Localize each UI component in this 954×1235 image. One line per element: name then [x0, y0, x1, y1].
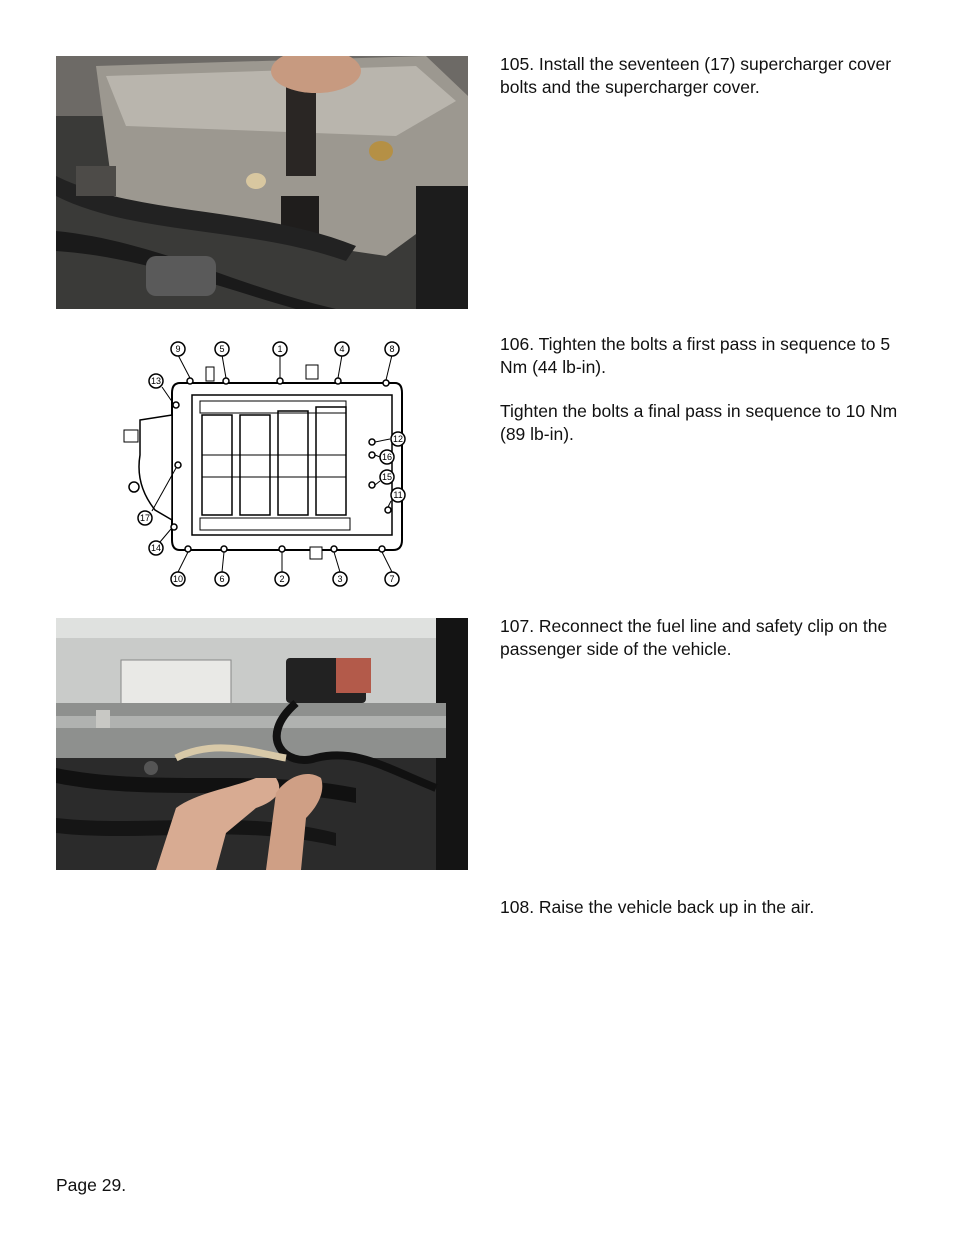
- bolt-label-4: 4: [339, 344, 345, 354]
- bolt-label-8: 8: [389, 344, 395, 354]
- bolt-label-12: 12: [392, 434, 404, 444]
- bolt-label-7: 7: [389, 574, 395, 584]
- step-108-paragraph: 108. Raise the vehicle back up in the air.: [500, 897, 815, 917]
- step-105-paragraph: 105. Install the seventeen (17) supercharger cover bolts and the supercharger cover.: [500, 54, 892, 97]
- step-105-text: [500, 53, 900, 98]
- bolt-label-16: 16: [381, 452, 393, 462]
- bolt-label-2: 2: [279, 574, 285, 584]
- bolt-label-17: 17: [139, 513, 151, 523]
- bolt-label-10: 10: [172, 574, 184, 584]
- bolt-label-15: 15: [381, 472, 393, 482]
- page-number: Page 29.: [56, 1175, 127, 1195]
- step-107-text: [500, 615, 900, 660]
- bolt-label-13: 13: [150, 376, 162, 386]
- bolt-label-1: 1: [277, 344, 283, 354]
- bolt-label-5: 5: [219, 344, 225, 354]
- bolt-label-9: 9: [175, 344, 181, 354]
- step-107-paragraph: 107. Reconnect the fuel line and safety clip on the passenger side of the vehicle.: [500, 616, 888, 659]
- bolt-label-6: 6: [219, 574, 225, 584]
- bolt-label-14: 14: [150, 543, 162, 553]
- photo-step-107: [56, 618, 468, 870]
- step-108-text: [500, 896, 900, 919]
- photo-step-105: [56, 56, 468, 309]
- step-106-paragraph-1: 106. Tighten the bolts a first pass in sequence to 5 Nm (44 lb-in).: [500, 334, 891, 377]
- bolt-label-3: 3: [337, 574, 343, 584]
- bolt-label-11: 11: [393, 490, 403, 500]
- step-106-text: [500, 333, 900, 445]
- step-106-paragraph-2: Tighten the bolts a final pass in sequence to 10 Nm (89 lb-in).: [500, 401, 898, 444]
- bolt-sequence-diagram: [110, 335, 430, 595]
